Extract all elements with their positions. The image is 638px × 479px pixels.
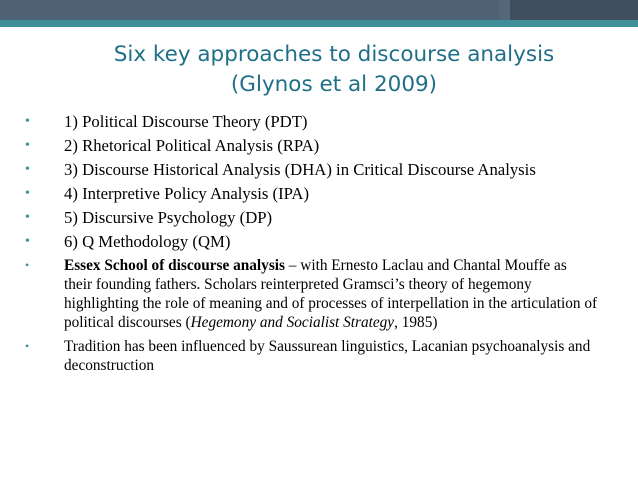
essex-text-1: – with Ernesto Laclau and Chantal Mouffe as their founding fathers. Scholars reinterpreted Gramsci’s theory of hegemony highlighting the role of meaning and of processes of interpellation in the articulation of political discourses (: [64, 257, 598, 331]
slide-title: [60, 40, 608, 100]
list-item: [23, 112, 598, 131]
list-item-text: 1) Political Discourse Theory (PDT): [64, 112, 308, 131]
list-item-essex: [23, 256, 598, 332]
list-item-text: 5) Discursive Psychology (DP): [64, 208, 273, 227]
bullet-icon: •: [25, 186, 30, 201]
list-item-text: 2) Rhetorical Political Analysis (RPA): [64, 136, 320, 155]
title-line-1: Six key approaches to discourse analysis: [113, 42, 555, 67]
accent-bar: [0, 20, 638, 27]
header-bar-end: [510, 0, 638, 20]
list-item-text: 4) Interpretive Policy Analysis (IPA): [64, 184, 310, 203]
bullet-icon: •: [25, 234, 30, 249]
bullet-icon: •: [25, 162, 30, 177]
list-item-text: 6) Q Methodology (QM): [64, 232, 231, 251]
list-item: [23, 184, 598, 203]
bullet-icon: •: [25, 114, 30, 129]
essex-school-heading: Essex School of discourse analysis: [64, 257, 285, 274]
title-line-2: (Glynos et al 2009): [230, 72, 438, 97]
list-item: [23, 208, 598, 227]
list-item: [23, 136, 598, 155]
tradition-text: Tradition has been influenced by Saussurean linguistics, Lacanian psychoanalysis and deconstruction: [64, 338, 591, 374]
essex-text-2: , 1985): [394, 314, 438, 331]
list-item-text: 3) Discourse Historical Analysis (DHA) in Critical Discourse Analysis: [64, 160, 536, 179]
bullet-icon: •: [25, 210, 30, 225]
list-item: [23, 232, 598, 251]
book-title: Hegemony and Socialist Strategy: [190, 314, 395, 331]
bullet-icon: •: [25, 138, 30, 153]
list-item-tradition: [23, 337, 598, 375]
bullet-icon: •: [25, 339, 30, 353]
bullet-list: [23, 112, 598, 380]
bullet-icon: •: [25, 258, 30, 272]
list-item: [23, 160, 598, 179]
